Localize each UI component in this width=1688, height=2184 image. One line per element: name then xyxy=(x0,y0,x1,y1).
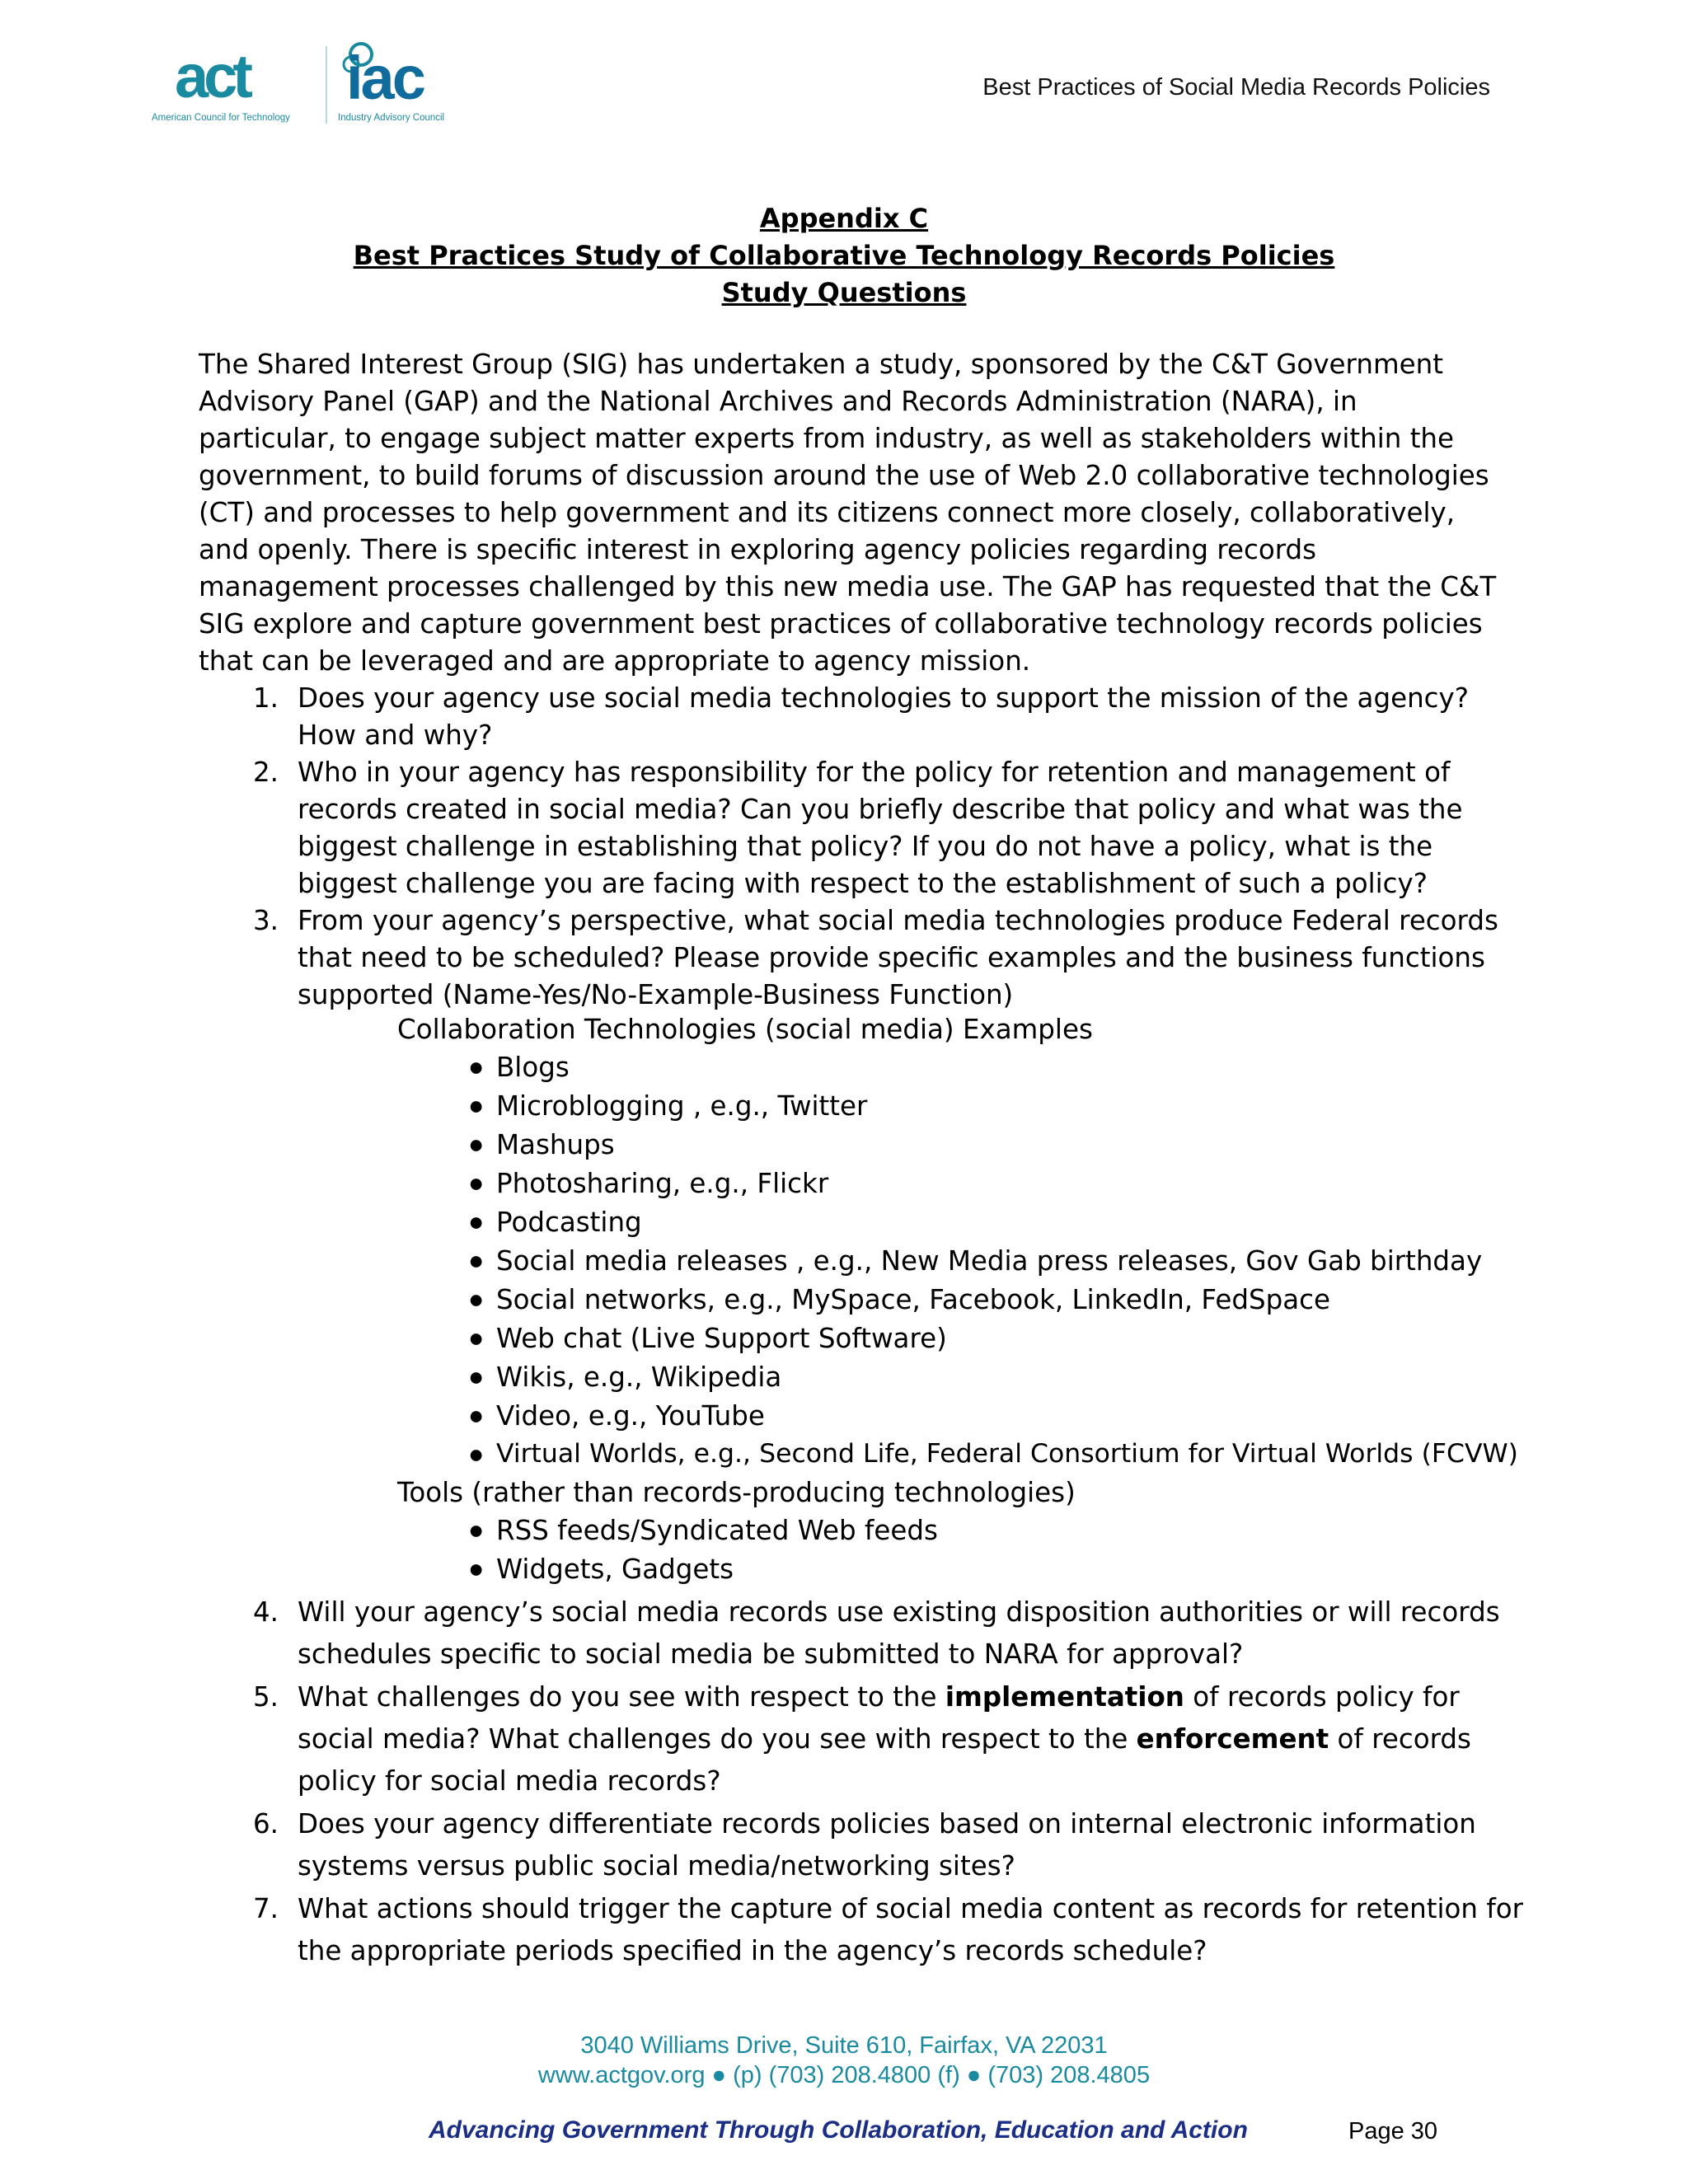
question-text: What actions should trigger the capture of social media content as records for retention for the appropriate periods specified in the agency’s records schedule? xyxy=(298,1893,1524,1966)
question-number: 1. xyxy=(252,682,279,714)
header-title: Best Practices of Social Media Records Policies xyxy=(982,74,1490,101)
list-item: Video, e.g., YouTube xyxy=(496,1400,765,1432)
question-number: 4. xyxy=(252,1596,279,1628)
question-number: 3. xyxy=(252,905,279,936)
tools-label: Tools (rather than records-producing technologies) xyxy=(397,1477,1076,1508)
bullet-dot: ● xyxy=(468,1515,485,1544)
svg-text:American Council for Technolog: American Council for Technology xyxy=(152,113,290,123)
question-text: What challenges do you see with respect to the implementation of records policy for social media? What challenges do you see with respect to the enforcement of records policy for social media records? xyxy=(298,1681,1471,1797)
list-item: Photosharing, e.g., Flickr xyxy=(496,1168,829,1199)
svg-text:iac: iac xyxy=(346,44,424,112)
question-text: Will your agency’s social media records use existing disposition authorities or will records schedules specific to social media be submitted to NARA for approval? xyxy=(298,1596,1500,1670)
question-number: 2. xyxy=(252,757,279,788)
bullet-dot: ● xyxy=(468,1361,485,1391)
page-number: Page 30 xyxy=(1348,2118,1438,2144)
bullet-dot: ● xyxy=(468,1439,485,1469)
bullet-dot: ● xyxy=(468,1400,485,1430)
bullet-dot: ● xyxy=(468,1090,485,1120)
study-questions-heading: Study Questions xyxy=(721,277,967,308)
list-item: Widgets, Gadgets xyxy=(496,1554,734,1585)
svg-text:Industry Advisory Council: Industry Advisory Council xyxy=(338,113,445,123)
bullet-dot: ● xyxy=(468,1554,485,1583)
question-text: Who in your agency has responsibility for the policy for retention and management of records created in social media? Can you briefly describe that policy and what was the biggest challenge in establishing that policy? If you do not have a policy, what is the biggest challenge you are facing with respect to the establishment of such a policy? xyxy=(298,757,1463,899)
question-text: From your agency’s perspective, what social media technologies produce Federal records that need to be scheduled? Please provide specific examples and the business functions supported (Name-Yes/No-Example-Business Function) xyxy=(298,905,1498,1010)
list-item: Podcasting xyxy=(496,1207,642,1238)
list-item: Social networks, e.g., MySpace, Facebook, LinkedIn, FedSpace xyxy=(496,1284,1331,1315)
svg-text:act: act xyxy=(175,42,248,110)
list-item: Microblogging , e.g., Twitter xyxy=(496,1090,868,1122)
emphasis-implementation: implementation xyxy=(945,1681,1184,1713)
question-text: Does your agency differentiate records policies based on internal electronic information systems versus public social media/networking sites? xyxy=(298,1808,1476,1882)
appendix-heading: Appendix C xyxy=(759,203,929,234)
bullet-dot: ● xyxy=(468,1245,485,1275)
act-iac-logo xyxy=(150,31,471,130)
bullet-dot: ● xyxy=(468,1207,485,1236)
list-item: Web chat (Live Support Software) xyxy=(496,1323,947,1354)
footer-contact: www.actgov.org ● (p) (703) 208.4800 (f) ● (703) 208.4805 xyxy=(537,2062,1151,2088)
intro-paragraph: The Shared Interest Group (SIG) has undertaken a study, sponsored by the C&T Government Advisory Panel (GAP) and the National Archives and Records Administration (NARA), in particular, to engage subject matter experts from industry, as well as stakeholders within the government, to build forums of discussion around the use of Web 2.0 collaborative technologies (CT) and processes to help government and its citizens connect more closely, collaboratively, and openly. There is specific interest in exploring agency policies regarding records management processes challenged by this new media use. The GAP has requested that the C&T SIG explore and capture government best practices of collaborative technology records policies that can be leveraged and are appropriate to agency mission. xyxy=(199,349,1497,677)
bullet-dot: ● xyxy=(468,1168,485,1197)
bullet-dot: ● xyxy=(468,1323,485,1352)
question-number: 7. xyxy=(252,1893,279,1924)
question-number: 6. xyxy=(252,1808,279,1840)
list-item: Wikis, e.g., Wikipedia xyxy=(496,1361,782,1393)
bullet-dot: ● xyxy=(468,1129,485,1159)
emphasis-enforcement: enforcement xyxy=(1136,1723,1329,1755)
question-text: Does your agency use social media technologies to support the mission of the agency? How and why? xyxy=(298,682,1470,751)
list-item: RSS feeds/Syndicated Web feeds xyxy=(496,1515,938,1546)
footer-tagline: Advancing Government Through Collaboration, Education and Action xyxy=(429,2116,1248,2144)
list-item: Mashups xyxy=(496,1129,615,1160)
collab-label: Collaboration Technologies (social media) Examples xyxy=(397,1014,1093,1045)
list-item: Social media releases , e.g., New Media press releases, Gov Gab birthday xyxy=(496,1245,1483,1277)
question-number: 5. xyxy=(252,1681,279,1713)
list-item: Virtual Worlds, e.g., Second Life, Federal Consortium for Virtual Worlds (FCVW) xyxy=(496,1439,1518,1469)
study-title-heading: Best Practices Study of Collaborative Technology Records Policies xyxy=(353,240,1335,271)
bullet-dot: ● xyxy=(468,1052,485,1081)
bullet-dot: ● xyxy=(468,1284,485,1314)
list-item: Blogs xyxy=(496,1052,570,1083)
footer-address: 3040 Williams Drive, Suite 610, Fairfax, VA 22031 xyxy=(580,2032,1108,2059)
